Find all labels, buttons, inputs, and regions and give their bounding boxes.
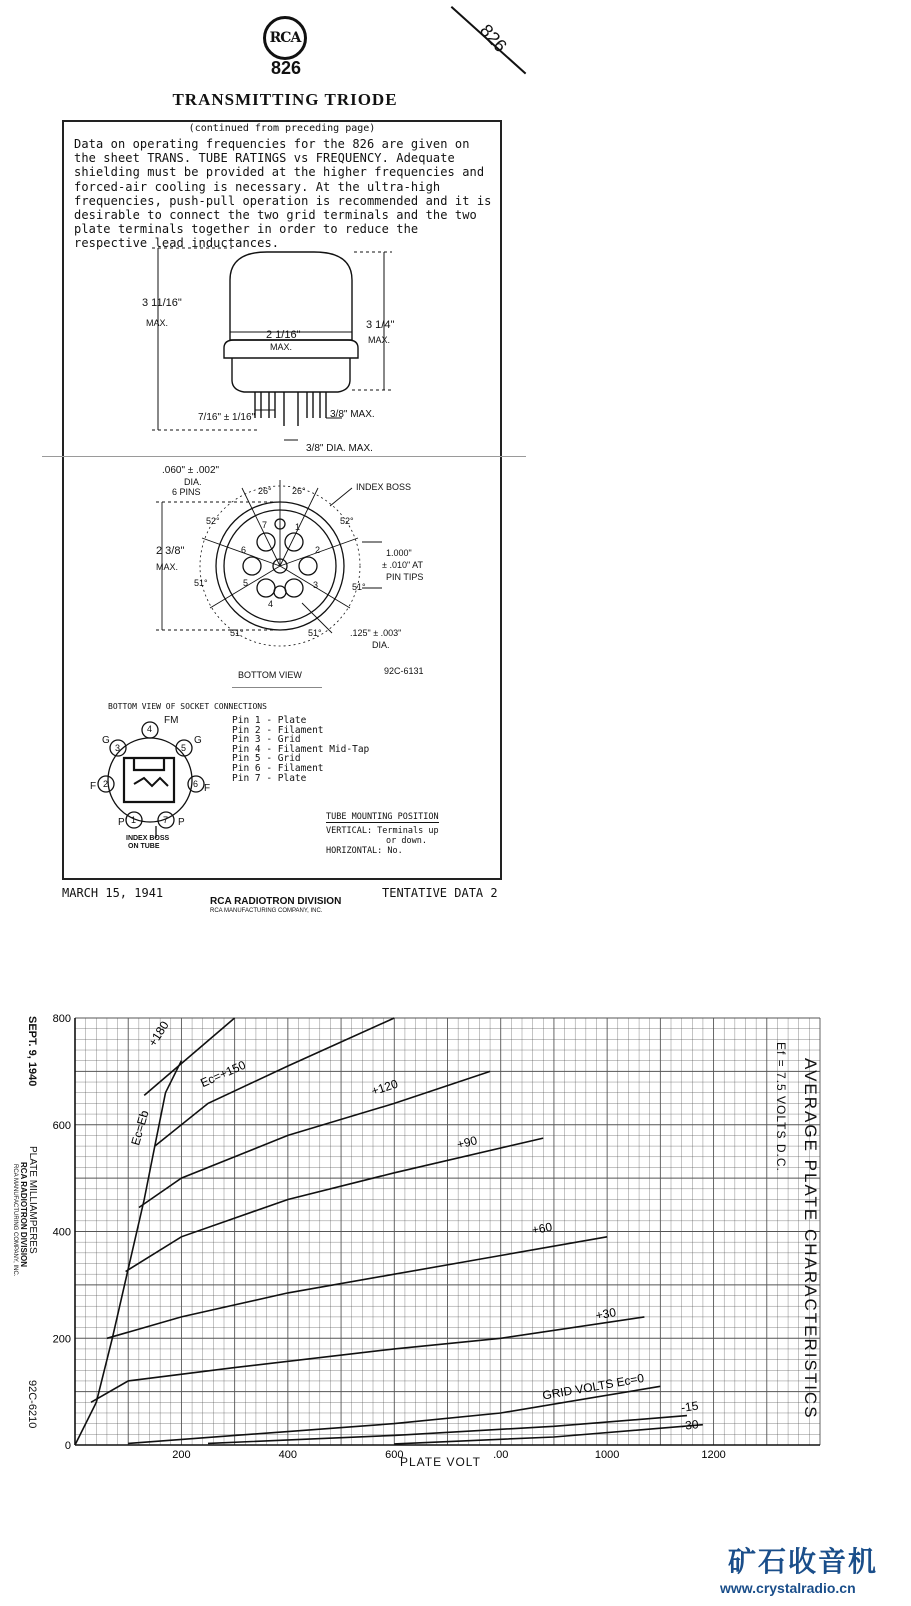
fold-line	[42, 456, 526, 457]
mounting-horizontal: HORIZONTAL: No.	[326, 846, 403, 856]
y-tick-label: 0	[64, 1440, 71, 1452]
chart-company: RCA MANUFACTURING COMPANY, INC.	[12, 1164, 18, 1277]
dim-height-body-max: MAX.	[368, 335, 391, 345]
pin-line: Pin 2 - Filament	[232, 724, 324, 736]
series-label: +60	[530, 1219, 554, 1238]
base-shell	[232, 358, 350, 392]
x-tick-label: 400	[278, 1449, 298, 1461]
bv-pin-2: 2	[315, 545, 321, 555]
pin-line: Pin 3 - Grid	[232, 734, 301, 746]
socket-num-2: 2	[103, 779, 109, 789]
socket-heading: BOTTOM VIEW OF SOCKET CONNECTIONS	[108, 702, 267, 711]
corner-tag: 826	[475, 20, 511, 57]
tube-number: 826	[270, 58, 302, 78]
bv-base-dia-max: MAX.	[156, 562, 179, 572]
socket-num-1: 1	[131, 815, 137, 825]
chart-date: SEPT. 9, 1940	[26, 1016, 38, 1087]
footer-date: MARCH 15, 1941	[62, 886, 164, 900]
watermark-url: www.crystalradio.cn	[720, 1580, 856, 1596]
y-tick-label: 800	[52, 1013, 71, 1025]
socket-label-g2: G	[194, 735, 202, 746]
series-line-ec-120	[139, 1071, 490, 1207]
pin-line: Pin 7 - Plate	[232, 772, 307, 784]
continued-note: (continued from preceding page)	[188, 123, 376, 134]
x-tick-label: 200	[172, 1449, 191, 1461]
series-label: -30	[680, 1417, 700, 1434]
mounting-vertical2: or down.	[386, 836, 427, 846]
bv-pin-7: 7	[262, 520, 268, 530]
bv-pin-dia: .060" ± .002"	[162, 465, 220, 476]
chart-title: AVERAGE PLATE CHARACTERISTICS	[801, 1058, 820, 1420]
chart-ylabel: PLATE MILLIAMPERES	[27, 1146, 38, 1254]
bv-tip-label: PIN TIPS	[386, 572, 424, 582]
bv-angle-26b: 26°	[292, 486, 306, 496]
socket-label-f2: F	[204, 783, 211, 794]
bv-pin-5: 5	[243, 578, 249, 588]
bv-angle-52a: 52°	[206, 516, 220, 526]
bv-angle-51d: 51°	[308, 628, 322, 638]
socket-num-7: 7	[163, 815, 169, 825]
x-tick-label: 600	[385, 1449, 404, 1461]
mounting-vertical: VERTICAL: Terminals up	[326, 826, 439, 836]
socket-num-3: 3	[115, 743, 121, 753]
y-tick-label: 200	[52, 1333, 71, 1346]
x-tick-label: 1000	[594, 1449, 620, 1461]
bv-boss-dia: .125" ± .003"	[350, 628, 402, 638]
bottom-view-drawing	[62, 458, 502, 688]
pin-list	[232, 716, 369, 783]
pin-line: Pin 6 - Filament	[232, 762, 324, 774]
footer-company: RCA MANUFACTURING COMPANY, INC.	[210, 908, 323, 914]
dim-base-left: 7/16" ± 1/16"	[198, 412, 256, 423]
socket-num-4: 4	[147, 724, 153, 734]
rca-logo	[263, 16, 307, 60]
y-tick-label: 600	[52, 1119, 71, 1132]
mounting-block	[326, 812, 439, 856]
chart-condition: Ef = 7.5 VOLTS D.C.	[774, 1042, 788, 1172]
socket-label-g1: G	[102, 735, 110, 746]
bv-pin-dia2: DIA.	[184, 477, 202, 487]
bv-tip-tol: ± .010" AT	[382, 560, 423, 570]
dim-height-total: 3 11/16"	[142, 297, 182, 309]
bv-pin-3: 3	[313, 580, 319, 590]
series-line-ec-60	[107, 1237, 607, 1339]
series-label: -15	[680, 1398, 700, 1415]
socket-label-fm: FM	[164, 715, 179, 726]
pin-line: Pin 4 - Filament Mid-Tap	[232, 743, 370, 755]
bv-angle-51a: 51°	[194, 578, 208, 588]
bv-pin-count: 6 PINS	[172, 487, 201, 497]
socket-label-p1: P	[118, 817, 125, 828]
series-label: +180	[145, 1018, 172, 1049]
bv-angle-52b: 52°	[340, 516, 354, 526]
socket-boss: INDEX BOSS	[126, 835, 170, 842]
series-label: Ec=+150	[198, 1057, 248, 1091]
series-label: +120	[369, 1076, 400, 1099]
plate-characteristics-chart	[30, 1010, 830, 1480]
dim-diameter-max: MAX.	[270, 342, 293, 352]
bv-angle-51c: 51°	[230, 628, 244, 638]
watermark-cn: 矿石收音机	[728, 1546, 879, 1577]
series-line-ec-90	[126, 1138, 544, 1271]
pin-line: Pin 5 - Grid	[232, 753, 301, 765]
bv-boss-dia2: DIA.	[372, 640, 390, 650]
bv-caption: BOTTOM VIEW	[238, 670, 302, 680]
bv-base-dia: 2 3/8"	[156, 545, 185, 557]
socket-num-6: 6	[193, 779, 199, 789]
chart-xlabel: PLATE VOLT	[400, 1455, 481, 1469]
x-tick-label: 1200	[701, 1449, 726, 1461]
pin-line: Pin 1 - Plate	[232, 715, 307, 726]
series-label: Ec=Eb	[128, 1108, 152, 1147]
bv-pin-6: 6	[241, 545, 247, 555]
dim-height-total-max: MAX.	[146, 318, 169, 328]
chart-ref: 92C-6210	[26, 1380, 38, 1429]
socket-label-p2: P	[178, 817, 185, 828]
bv-angle-26a: 26°	[258, 486, 272, 496]
dim-diameter: 2 1/16"	[266, 329, 301, 341]
socket-boss2: ON TUBE	[128, 843, 160, 850]
socket-label-f1: F	[90, 781, 97, 792]
bulb-outline	[230, 252, 352, 340]
y-tick-label: 400	[52, 1226, 71, 1239]
mounting-heading: TUBE MOUNTING POSITION	[326, 812, 439, 822]
pins	[255, 392, 326, 426]
dim-pin-dia: 3/8" DIA. MAX.	[306, 443, 373, 454]
bv-angle-51b: 51°	[352, 582, 366, 592]
dim-base-right: 3/8" MAX.	[330, 409, 375, 420]
logo-text: RCA	[269, 30, 301, 46]
x-tick-label: .00	[493, 1449, 509, 1461]
bv-ref: 92C-6131	[384, 666, 424, 676]
chart-grid	[75, 1018, 820, 1445]
footer-tentative: TENTATIVE DATA 2	[382, 886, 498, 900]
page-title: TRANSMITTING TRIODE	[172, 90, 398, 109]
series-label: +90	[455, 1133, 479, 1152]
chart-division: RCA RADIOTRON DIVISION	[19, 1162, 28, 1268]
series-label: GRID VOLTS Ec=0	[541, 1370, 646, 1403]
bv-pin-1: 1	[295, 522, 301, 532]
bv-tip-circle: 1.000"	[386, 548, 412, 558]
bv-pin-4: 4	[268, 599, 274, 609]
chart-labels	[53, 1013, 726, 1461]
series-label: +30	[594, 1305, 618, 1323]
bv-index-boss: INDEX BOSS	[356, 482, 412, 492]
socket-num-5: 5	[181, 743, 187, 753]
footer-division: RCA RADIOTRON DIVISION	[210, 896, 342, 907]
description-paragraph: Data on operating frequencies for the 826 are given on the sheet TRANS. TUBE RATINGS vs FREQUENCY. Adequate shielding must be provided at the higher frequencies and forced-air cooling is necessary. At the ultra-high frequencies, push-pull operation is recommended and it is desirable to connect the two grid terminals and the two plate terminals together in order to reduce the respective lead inductances.	[74, 137, 492, 251]
dim-height-body: 3 1/4"	[366, 319, 395, 331]
